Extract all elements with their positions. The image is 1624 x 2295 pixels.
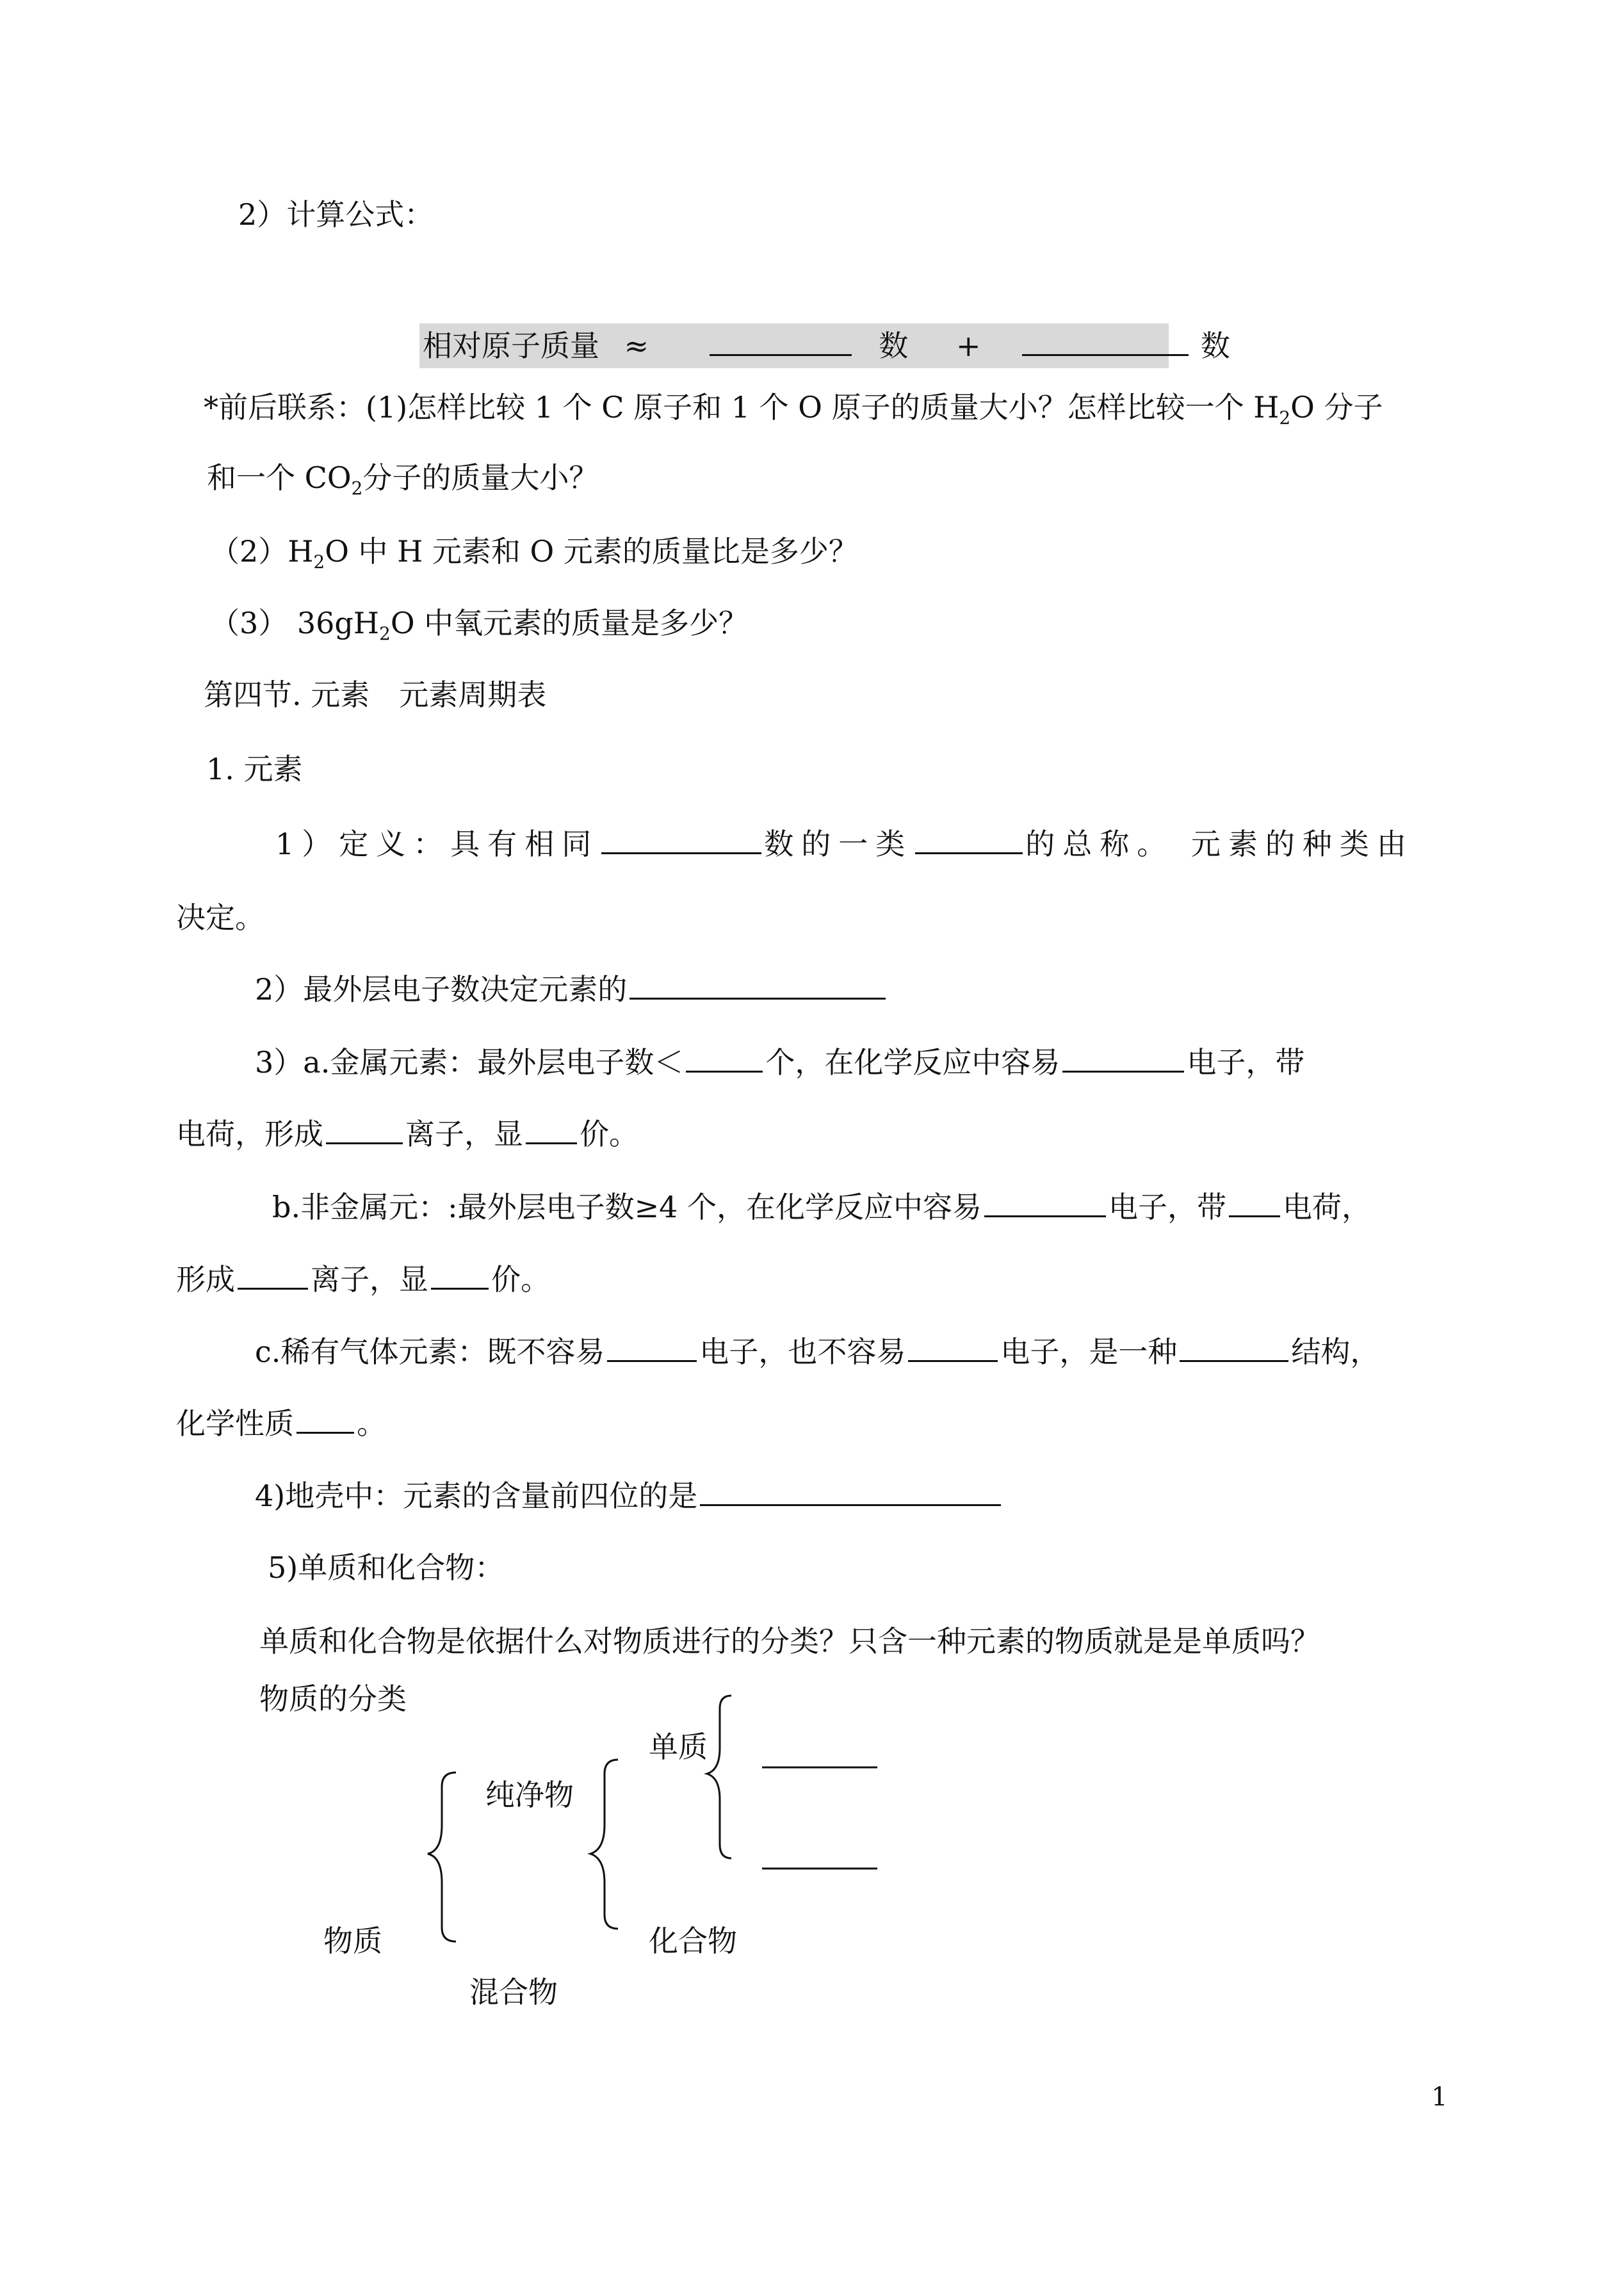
p3c-3: 电子，是一种 <box>1000 1334 1178 1369</box>
p3c-6: 。 <box>357 1406 386 1441</box>
q3-a: （3） 36gH <box>210 606 379 640</box>
p3a-2: 个，在化学反应中容易 <box>765 1045 1060 1080</box>
p3c-1: c.稀有气体元素：既不容易 <box>255 1334 605 1369</box>
tree-element: 单质 <box>649 1730 708 1764</box>
definition-c: 的总称。 元素的种类由 <box>1025 827 1414 861</box>
p3b-1: b.非金属元：:最外层电子数≥4 个，在化学反应中容易 <box>272 1190 982 1224</box>
tree-compound: 化合物 <box>649 1924 737 1958</box>
links-line2-b: 分子的质量大小？ <box>362 460 599 495</box>
p3b-2: 电子，带 <box>1108 1190 1226 1224</box>
point-2-text: 2）最外层电子数决定元素的 <box>255 972 628 1007</box>
brace-root <box>428 1772 456 1942</box>
definition-tail: 决定。 <box>176 900 264 935</box>
item-1-heading: 1. 元素 <box>206 752 303 786</box>
point-5: 5)单质和化合物： <box>268 1550 505 1585</box>
p3c-2: 电子，也不容易 <box>699 1334 906 1369</box>
brace-pure <box>590 1760 618 1929</box>
q2-a: （2）H <box>210 534 314 569</box>
links-intro-text: *前后联系：(1)怎样比较 1 个 C 原子和 1 个 O 原子的质量大小？怎样比较一个 H <box>204 390 1279 425</box>
brace-element <box>707 1696 731 1858</box>
p3c-5: 化学性质 <box>176 1406 294 1441</box>
p3b-6: 价。 <box>491 1262 550 1297</box>
subscript-2: 2 <box>351 478 363 499</box>
page-number: 1 <box>1431 2082 1448 2112</box>
q3-b: O 中氧元素的质量是多少？ <box>390 606 749 640</box>
p3a-3: 电子，带 <box>1187 1045 1305 1080</box>
tree-pure: 纯净物 <box>485 1778 574 1812</box>
p3a-6: 价。 <box>580 1117 638 1151</box>
chapter-heading: 第四节. 元素 元素周期表 <box>204 677 547 712</box>
formula-lhs: 相对原子质量 <box>423 328 599 363</box>
p3a-1: 3）a.金属元素：最外层电子数＜ <box>255 1045 684 1080</box>
p3c-4: 结构， <box>1291 1334 1380 1369</box>
formula-plus: + <box>956 328 981 363</box>
formula-term-1: 数 <box>879 328 909 363</box>
tree-root: 物质 <box>323 1924 382 1958</box>
p3b-4: 形成 <box>176 1262 235 1297</box>
definition-b: 数的一类 <box>764 827 913 861</box>
q2-b: O 中 H 元素和 O 元素的质量比是多少？ <box>325 534 858 569</box>
links-intro-tail: O 分子 <box>1290 390 1383 425</box>
subscript-2: 2 <box>313 551 325 572</box>
subscript-2: 2 <box>378 623 391 644</box>
formula-approx: ≈ <box>624 328 649 363</box>
p3b-3: 电荷， <box>1283 1190 1371 1224</box>
classification-title: 物质的分类 <box>259 1682 407 1716</box>
tree-mixture: 混合物 <box>469 1975 558 2009</box>
definition-a: 1）定义：具有相同 <box>275 827 599 861</box>
p3a-5: 离子，显 <box>405 1117 523 1151</box>
p3b-5: 离子，显 <box>311 1262 428 1297</box>
point-4-text: 4)地壳中：元素的含量前四位的是 <box>255 1479 698 1513</box>
subscript-2: 2 <box>1279 407 1291 428</box>
p3a-4: 电荷，形成 <box>176 1117 323 1151</box>
calc-formula-heading: 2）计算公式： <box>238 197 434 232</box>
links-line2-a: 和一个 CO <box>207 460 352 495</box>
formula-term-2: 数 <box>1200 328 1230 363</box>
point-5-question: 单质和化合物是依据什么对物质进行的分类？只含一种元素的物质就是是单质吗？ <box>259 1624 1320 1658</box>
